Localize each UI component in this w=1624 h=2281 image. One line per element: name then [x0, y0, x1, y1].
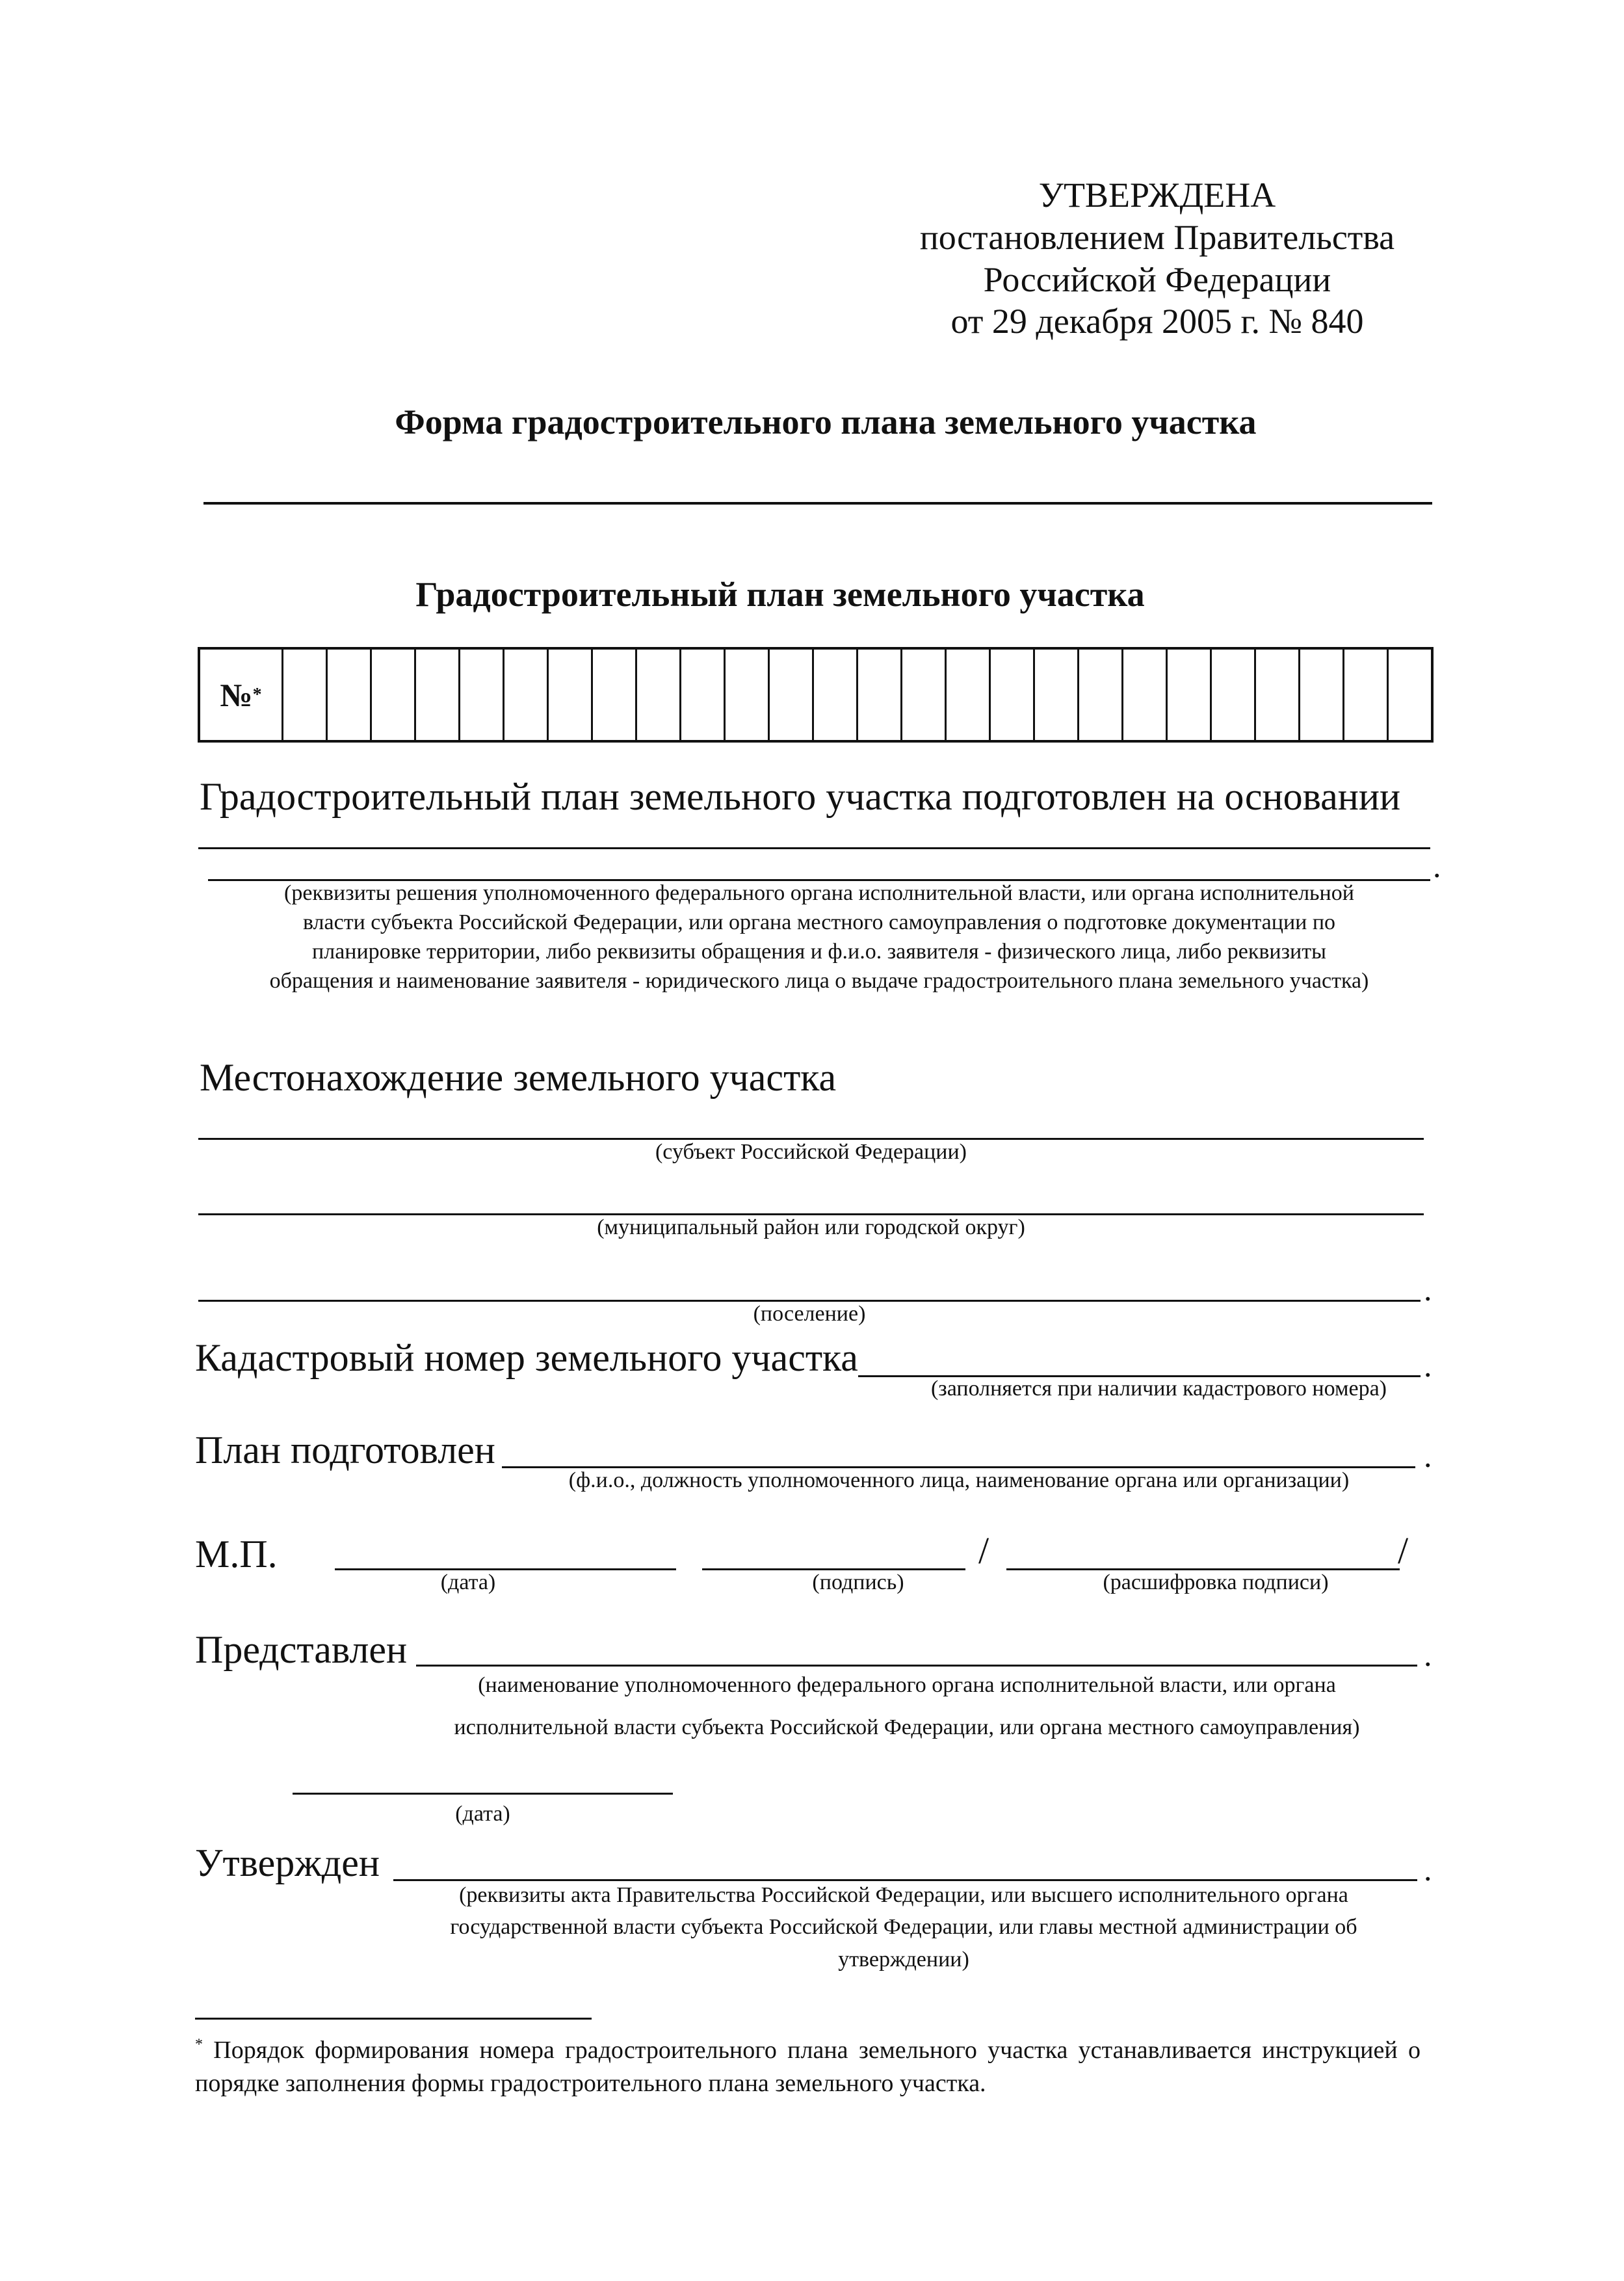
number-sign: № — [220, 676, 253, 713]
number-cell[interactable] — [1387, 650, 1431, 740]
basis-period: . — [1433, 848, 1441, 884]
number-cell[interactable] — [282, 650, 326, 740]
number-cell[interactable] — [989, 650, 1033, 740]
number-cell[interactable] — [1298, 650, 1342, 740]
approved-caption — [364, 1879, 1443, 1975]
prepared-caption: (ф.и.о., должность уполномоченного лица, наименование органа или организации) — [568, 1468, 1350, 1492]
plan-title: Градостроительный план земельного участка — [415, 575, 1145, 614]
basis-caption — [182, 879, 1456, 996]
approval-line-1: постановлением Правительства — [919, 217, 1395, 257]
footnote-separator — [195, 2018, 592, 2020]
slash-separator-2: / — [1398, 1529, 1409, 1572]
date-caption: (дата) — [440, 1570, 496, 1594]
approved-caption-line: государственной власти субъекта Российской Федерации, или главы местной администрации об — [450, 1915, 1357, 1940]
presented-caption — [371, 1665, 1443, 1748]
approval-block — [813, 174, 1502, 343]
number-cell[interactable] — [370, 650, 414, 740]
basis-caption-line: обращения и наименование заявителя - юридического лица о выдаче градостроительного плана земельного участка) — [269, 968, 1369, 993]
form-title: Форма градостроительного плана земельного участка — [395, 402, 1257, 442]
basis-field-line-1[interactable] — [198, 847, 1430, 849]
number-cell[interactable] — [945, 650, 989, 740]
presented-date-line[interactable] — [293, 1793, 673, 1795]
district-caption: (муниципальный район или городской округ) — [597, 1215, 1025, 1239]
number-cell[interactable] — [856, 650, 900, 740]
cadastral-caption: (заполняется при наличии кадастрового номера) — [930, 1377, 1387, 1401]
basis-caption-line: власти субъекта Российской Федерации, или органа местного самоуправления о подготовке документации по — [302, 910, 1336, 934]
number-cell[interactable] — [900, 650, 945, 740]
stamp-label: М.П. — [195, 1533, 278, 1576]
number-cell[interactable] — [591, 650, 635, 740]
number-cell[interactable] — [1166, 650, 1210, 740]
number-cell[interactable] — [503, 650, 547, 740]
plan-number-table — [198, 647, 1434, 743]
approved-caption-line: утверждении) — [838, 1947, 969, 1971]
footnote-mark: * — [252, 684, 262, 705]
approval-line-3: от 29 декабря 2005 г. № 840 — [950, 302, 1364, 341]
settlement-period: . — [1424, 1271, 1432, 1308]
number-cell[interactable] — [1342, 650, 1387, 740]
number-cell[interactable] — [1033, 650, 1077, 740]
approval-line-2: Российской Федерации — [983, 259, 1331, 299]
presented-label: Представлен — [195, 1628, 408, 1671]
presented-caption-line: исполнительной власти субъекта Российской Федерации, или органа местного самоуправления) — [454, 1715, 1360, 1739]
approval-heading: УТВЕРЖДЕНА — [1038, 176, 1276, 215]
prepared-label: План подготовлен — [195, 1429, 495, 1471]
number-cell[interactable] — [724, 650, 768, 740]
location-label: Местонахождение земельного участка — [200, 1056, 837, 1099]
number-cell[interactable] — [1121, 650, 1166, 740]
approved-label: Утвержден — [195, 1841, 380, 1884]
presented-period: . — [1424, 1637, 1432, 1673]
prepared-period: . — [1424, 1438, 1432, 1474]
settlement-caption: (поселение) — [753, 1302, 866, 1326]
approved-period: . — [1424, 1851, 1432, 1888]
subject-caption: (субъект Российской Федерации) — [655, 1140, 967, 1164]
number-cell[interactable] — [547, 650, 591, 740]
basis-caption-line: (реквизиты решения уполномоченного федерального органа исполнительной власти, или органа исполнительной — [284, 881, 1354, 905]
presented-date-caption: (дата) — [455, 1802, 510, 1826]
number-cell[interactable] — [1077, 650, 1121, 740]
number-cell[interactable] — [1210, 650, 1254, 740]
number-cell[interactable] — [414, 650, 458, 740]
approved-caption-line: (реквизиты акта Правительства Российской Федерации, или высшего исполнительного органа — [459, 1883, 1348, 1907]
number-cell[interactable] — [679, 650, 724, 740]
number-cell[interactable] — [812, 650, 856, 740]
number-cell[interactable] — [458, 650, 503, 740]
number-cell[interactable] — [635, 650, 679, 740]
basis-caption-line: планировке территории, либо реквизиты обращения и ф.и.о. заявителя - физического лица, либо реквизиты — [312, 939, 1326, 964]
cadastral-period: . — [1424, 1347, 1432, 1384]
slash-separator-1: / — [978, 1529, 989, 1572]
plan-number-label — [200, 650, 282, 740]
basis-label: Градостроительный план земельного участка подготовлен на основании — [200, 775, 1401, 818]
presented-caption-line: (наименование уполномоченного федерального органа исполнительной власти, или органа — [478, 1673, 1336, 1697]
separator-line — [203, 502, 1432, 505]
footnote-mark: * — [195, 2036, 203, 2053]
footnote — [195, 2034, 1421, 2101]
transcript-caption: (расшифровка подписи) — [1103, 1570, 1329, 1594]
number-cell[interactable] — [1254, 650, 1298, 740]
number-cell[interactable] — [326, 650, 370, 740]
signature-caption: (подпись) — [812, 1570, 904, 1594]
number-cell[interactable] — [768, 650, 812, 740]
footnote-text: Порядок формирования номера градостроительного плана земельного участка устанавливается инструкцией о порядке заполнения формы градостроительного плана земельного участка. — [195, 2037, 1421, 2098]
cadastral-label: Кадастровый номер земельного участка — [195, 1336, 858, 1379]
